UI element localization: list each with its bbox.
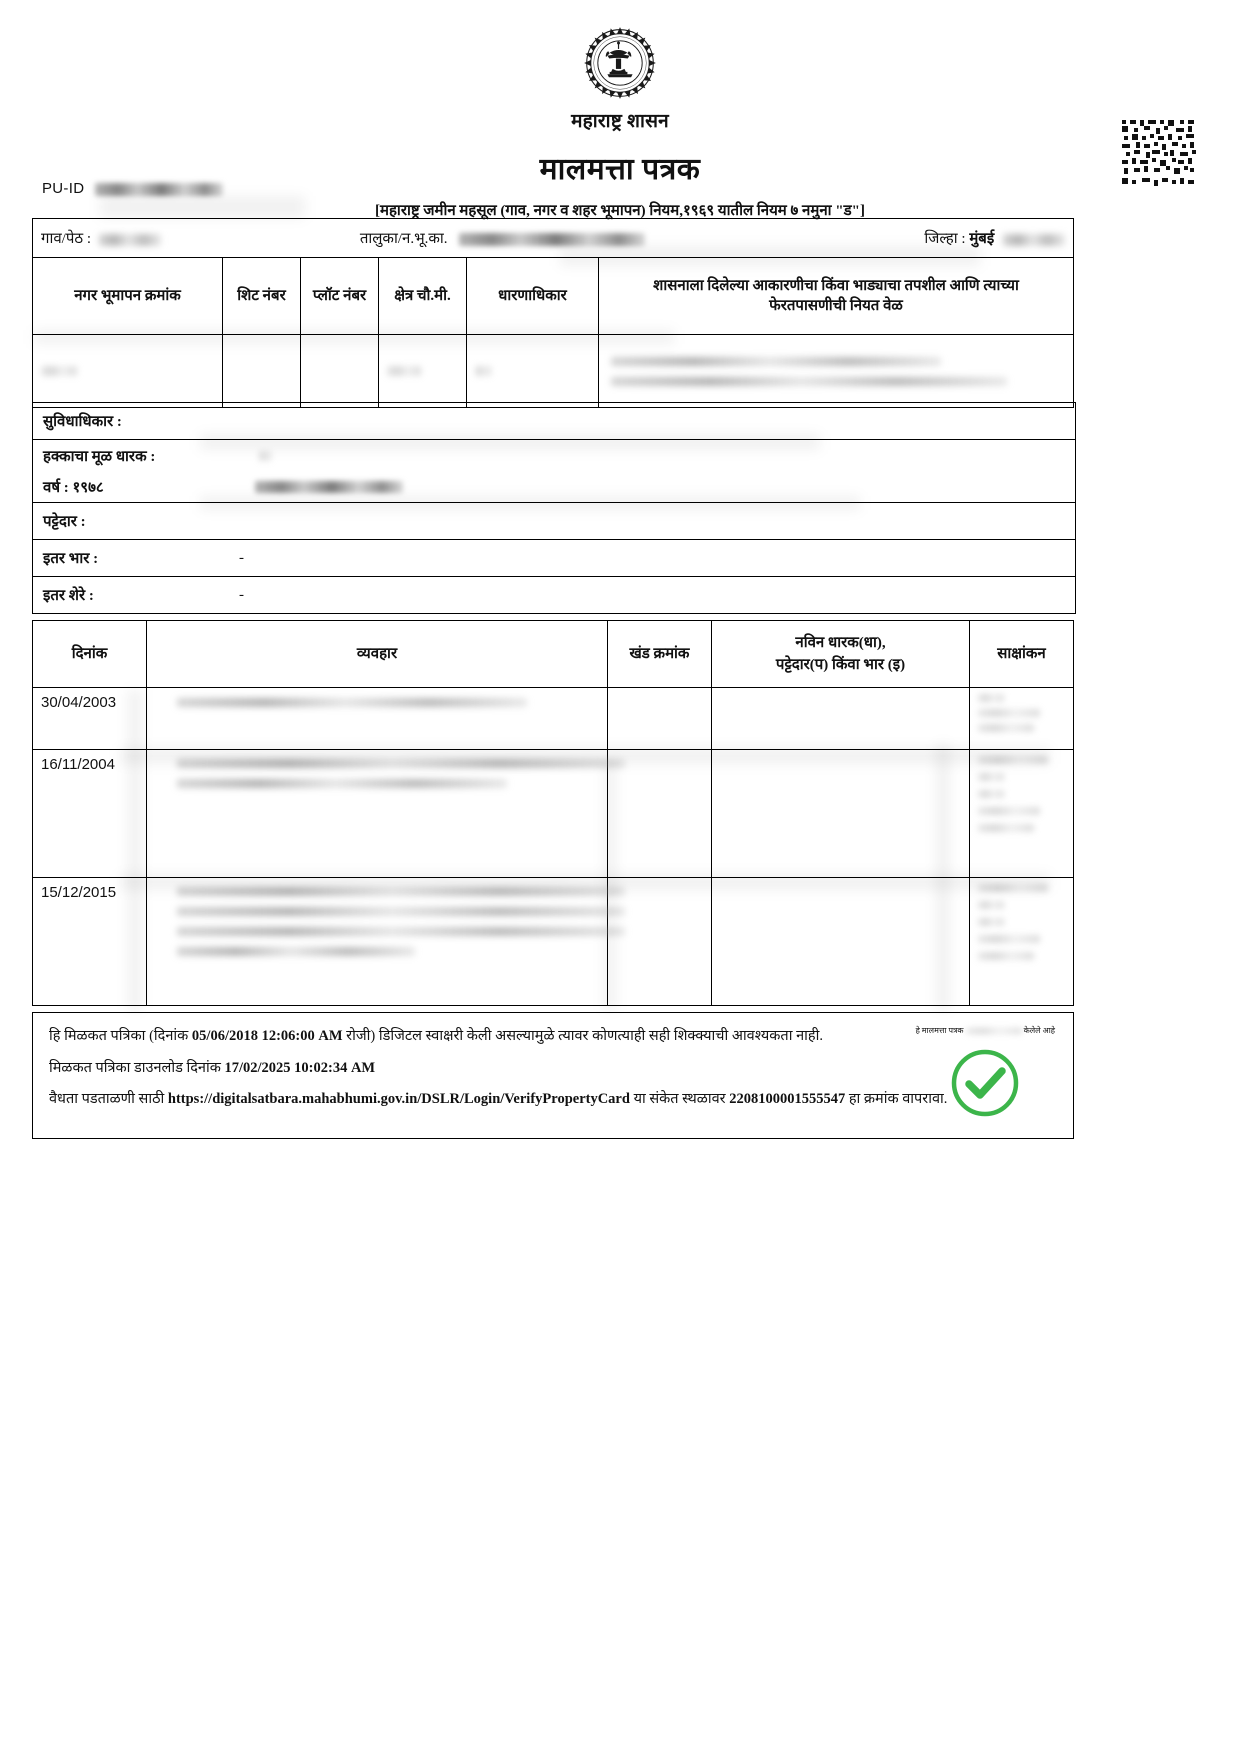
mutation-attestation [970,750,1074,878]
original-holder-block [33,440,1075,503]
table-row [33,878,1074,1006]
property-details-sheet [32,218,1074,408]
footer-line-3 [49,1090,1057,1110]
footer-line-1-pre: हि मिळकत पत्रिका (दिनांक [49,1028,192,1044]
transaction-line-redacted [177,907,625,916]
cell-area-sqm [379,335,467,408]
footer-line-1-post: रोजी) डिजिटल स्वाक्षरी केली असल्यामुळे त्यावर कोणत्याही सही शिक्क्याची आवश्यकता नाही. [342,1028,823,1044]
village-label: गाव/पेठ : [41,231,91,247]
mutation-section [32,620,1074,1006]
page-title: मालमत्ता पत्रक [539,153,701,186]
lessee-label: पट्टेदार : [43,514,86,530]
col-survey-no: नगर भूमापन क्रमांक [33,258,223,335]
village-value-redacted [99,234,161,246]
taluka-field [360,228,645,248]
mutation-header-row [33,621,1074,688]
easement-label: सुविधाधिकार : [43,414,122,430]
other-remarks-label: इतर शेरे : [43,588,94,604]
property-table-header-row [33,258,1074,335]
col-tenure: धारणाधिकार [467,258,599,335]
area-redacted [387,366,421,376]
transaction-line-redacted [177,887,625,896]
verification-code: 2208100001555547 [729,1091,846,1108]
maharashtra-state-emblem-icon [583,26,657,105]
transaction-line-redacted [177,698,527,707]
document-subtitle: [महाराष्ट्र जमीन महसूल (गाव, नगर व शहर भूमापन) नियम,१९६९ यातील नियम ७ नमुना "ड"] [375,203,865,219]
download-date: 17/02/2025 10:02:34 AM [224,1059,376,1076]
pu-id-label: PU-ID [42,180,85,197]
cell-assessment-details [599,335,1074,408]
district-value: मुंबई [969,231,995,247]
mutation-volume-no [608,750,712,878]
signer-name-redacted [966,1028,1022,1034]
mutation-transaction [147,878,608,1006]
original-holder-row [33,440,1075,471]
new-holder-line-1: नविन धारक(धा), [795,634,886,651]
green-check-circle-icon [949,1047,1021,1119]
col-new-holder [712,621,970,688]
assessment-line-2-redacted [611,377,1007,386]
signature-note-pre: हे मालमत्ता पत्रक [915,1026,966,1035]
mutation-attestation [970,688,1074,750]
mutation-date: 16/11/2004 [33,750,147,878]
new-holder-line-2: पट्टेदार(प) किंवा भार (इ) [775,657,906,673]
transaction-line-redacted [177,779,507,788]
original-holder-value-redacted [259,451,271,461]
pu-id-value-redacted [95,183,223,196]
lessee-row [33,503,1075,540]
transaction-line-redacted [177,759,625,768]
signature-note-post: केलेले आहे [1021,1026,1055,1035]
footer-line-1 [49,1027,1057,1047]
mutation-new-holder [712,878,970,1006]
district-label: जिल्हा : [924,231,966,247]
col-transaction: व्यवहार [147,621,608,688]
table-row [33,688,1074,750]
mutation-volume-no [608,878,712,1006]
other-charges-label: इतर भार : [43,551,99,567]
taluka-value-redacted [459,233,645,246]
survey-no-redacted [41,366,77,376]
tenure-redacted [475,366,491,376]
other-remarks-row [33,577,1075,613]
transaction-line-redacted [177,927,625,936]
year-holder-value-redacted [255,481,403,493]
rights-block [32,402,1076,614]
mutation-date: 30/04/2003 [33,688,147,750]
cell-tenure [467,335,599,408]
mutation-new-holder [712,688,970,750]
village-field [41,228,161,248]
col-sheet-no: शिट नंबर [223,258,301,335]
assessment-line-1-redacted [611,357,941,366]
original-holder-label: हक्काचा मूळ धारक : [43,448,156,465]
footer-line-2-pre: मिळकत पत्रिका डाउनलोड दिनांक [49,1059,225,1076]
footer-line-3-mid: या संकेत स्थळावर [629,1091,730,1108]
mutation-transaction [147,750,608,878]
pu-id [42,180,223,197]
footer-line-3-pre: वैधता पडताळणी साठी [49,1091,168,1108]
table-row [33,750,1074,878]
verification-url[interactable]: https://digitalsatbara.mahabhumi.gov.in/DSLR/Login/VerifyPropertyCard [167,1091,630,1108]
mutation-table [32,620,1074,1006]
col-attestation: साक्षांकन [970,621,1074,688]
other-charges-row [33,540,1075,577]
mutation-transaction [147,688,608,750]
taluka-label: तालुका/न.भू.का. [359,231,448,247]
location-row [33,219,1074,258]
footer-line-2 [49,1059,1057,1079]
year-label: वर्ष : १९७८ [43,479,104,496]
footer-block [32,1012,1074,1139]
district-extra-redacted [1003,234,1065,246]
other-charges-value: - [239,549,244,566]
property-table [32,218,1074,408]
col-assessment-details: शासनाला दिलेल्या आकारणीचा किंवा भाड्याचा तपशील आणि त्याच्या फेरतपासणीची नियत वेळ [599,258,1074,335]
government-name: महाराष्ट्र शासन [571,111,669,132]
other-remarks-value: - [239,586,244,603]
mutation-new-holder [712,750,970,878]
cell-sheet-no [223,335,301,408]
mutation-attestation [970,878,1074,1006]
footer-line-3-post: हा क्रमांक वापरावा. [845,1091,948,1108]
mutation-date: 15/12/2015 [33,878,147,1006]
easement-row [33,403,1075,440]
col-volume-no: खंड क्रमांक [608,621,712,688]
mutation-volume-no [608,688,712,750]
transaction-line-redacted [177,947,415,956]
digital-signature-date: 05/06/2018 12:06:00 AM [191,1028,343,1044]
col-plot-no: प्लॉट नंबर [301,258,379,335]
col-area-sqm: क्षेत्र चौ.मी. [379,258,467,335]
year-row [33,471,1075,502]
col-date: दिनांक [33,621,147,688]
cell-plot-no [301,335,379,408]
table-row [33,335,1074,408]
cell-survey-no [33,335,223,408]
district-field [924,228,1065,248]
signature-note [916,1025,1055,1036]
qr-code-icon [1120,118,1198,188]
